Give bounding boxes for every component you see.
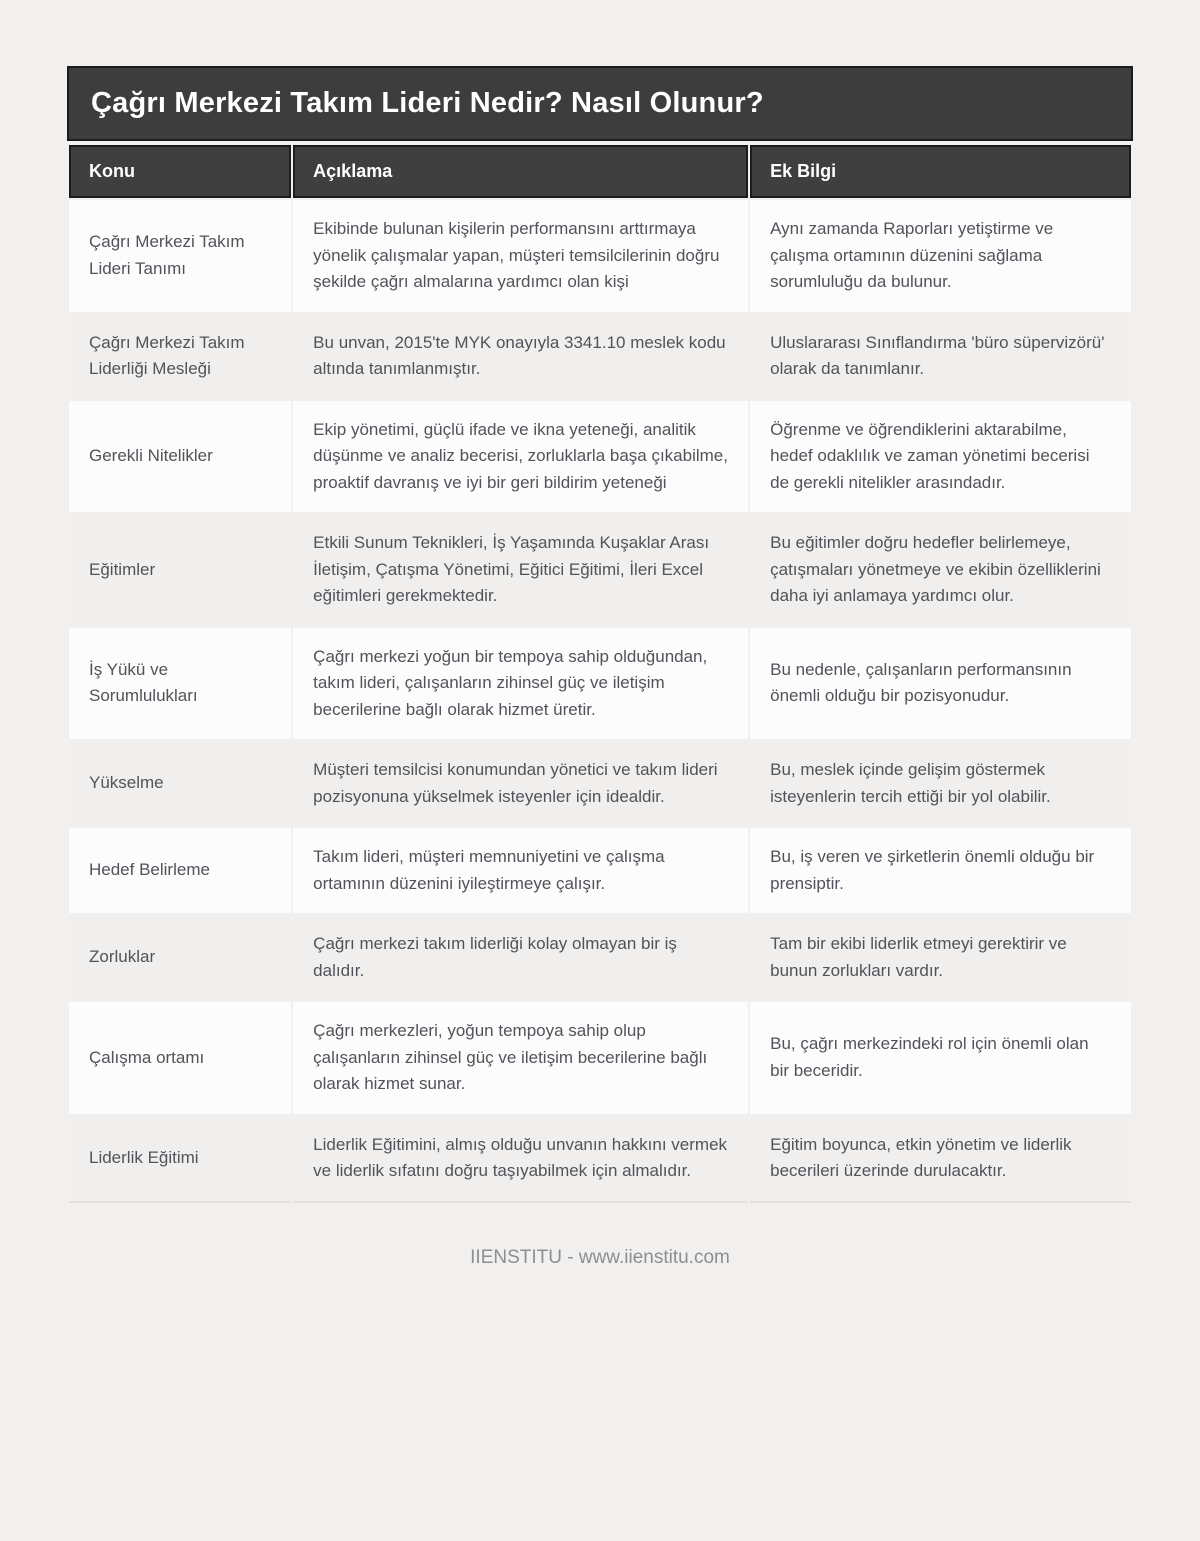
page-title: Çağrı Merkezi Takım Lideri Nedir? Nasıl Olunur? [67, 66, 1133, 141]
table-row [69, 314, 1131, 399]
table-row [69, 1116, 1131, 1203]
table-row [69, 741, 1131, 826]
header-row [69, 145, 1131, 198]
cell-ekbilgi: Öğrenme ve öğrendiklerini aktarabilme, hedef odaklılık ve zaman yönetimi becerisi de gerekli nitelikler arasındadır. [750, 401, 1131, 513]
cell-konu: Liderlik Eğitimi [69, 1116, 291, 1203]
cell-ekbilgi: Uluslararası Sınıflandırma 'büro süpervizörü' olarak da tanımlanır. [750, 314, 1131, 399]
table-row [69, 1002, 1131, 1114]
table-body [69, 200, 1131, 1203]
table-row [69, 628, 1131, 740]
cell-ekbilgi: Bu, iş veren ve şirketlerin önemli olduğu bir prensiptir. [750, 828, 1131, 913]
cell-ekbilgi: Eğitim boyunca, etkin yönetim ve liderlik becerileri üzerinde durulacaktır. [750, 1116, 1131, 1203]
cell-ekbilgi: Aynı zamanda Raporları yetiştirme ve çalışma ortamının düzenini sağlama sorumluluğu da bulunur. [750, 200, 1131, 312]
cell-aciklama: Takım lideri, müşteri memnuniyetini ve çalışma ortamının düzenini iyileştirmeye çalışır. [293, 828, 748, 913]
column-header-ekbilgi: Ek Bilgi [750, 145, 1131, 198]
cell-aciklama: Bu unvan, 2015'te MYK onayıyla 3341.10 meslek kodu altında tanımlanmıştır. [293, 314, 748, 399]
cell-ekbilgi: Bu nedenle, çalışanların performansının önemli olduğu bir pozisyonudur. [750, 628, 1131, 740]
table-row [69, 200, 1131, 312]
cell-konu: Eğitimler [69, 514, 291, 626]
cell-aciklama: Çağrı merkezi yoğun bir tempoya sahip olduğundan, takım lideri, çalışanların zihinsel güç ve iletişim becerilerine bağlı olarak hizmet üretir. [293, 628, 748, 740]
table-row [69, 828, 1131, 913]
cell-konu: Gerekli Nitelikler [69, 401, 291, 513]
table-row [69, 915, 1131, 1000]
footer-credit: IIENSTITU - www.iienstitu.com [470, 1246, 730, 1268]
table-row [69, 401, 1131, 513]
table-header [69, 145, 1131, 198]
page-container [67, 0, 1133, 1329]
cell-konu: Çalışma ortamı [69, 1002, 291, 1114]
cell-aciklama: Liderlik Eğitimini, almış olduğu unvanın hakkını vermek ve liderlik sıfatını doğru taşıyabilmek için almalıdır. [293, 1116, 748, 1203]
cell-aciklama: Ekibinde bulunan kişilerin performansını arttırmaya yönelik çalışmalar yapan, müşteri temsilcilerinin doğru şekilde çağrı almalarına yardımcı olan kişi [293, 200, 748, 312]
cell-aciklama: Müşteri temsilcisi konumundan yönetici ve takım lideri pozisyonuna yükselmek isteyenler için idealdir. [293, 741, 748, 826]
cell-konu: Hedef Belirleme [69, 828, 291, 913]
cell-aciklama: Çağrı merkezleri, yoğun tempoya sahip olup çalışanların zihinsel güç ve iletişim becerilerine bağlı olarak hizmet sunar. [293, 1002, 748, 1114]
column-header-aciklama: Açıklama [293, 145, 748, 198]
cell-konu: Yükselme [69, 741, 291, 826]
info-table [67, 143, 1133, 1205]
cell-aciklama: Ekip yönetimi, güçlü ifade ve ikna yeteneği, analitik düşünme ve analiz becerisi, zorluklarla başa çıkabilme, proaktif davranış ve iyi bir geri bildirim yeteneği [293, 401, 748, 513]
cell-konu: Zorluklar [69, 915, 291, 1000]
cell-ekbilgi: Bu eğitimler doğru hedefler belirlemeye, çatışmaları yönetmeye ve ekibin özelliklerini daha iyi anlamaya yardımcı olur. [750, 514, 1131, 626]
cell-konu: Çağrı Merkezi Takım Lideri Tanımı [69, 200, 291, 312]
column-header-konu: Konu [69, 145, 291, 198]
cell-ekbilgi: Bu, meslek içinde gelişim göstermek isteyenlerin tercih ettiği bir yol olabilir. [750, 741, 1131, 826]
cell-aciklama: Etkili Sunum Teknikleri, İş Yaşamında Kuşaklar Arası İletişim, Çatışma Yönetimi, Eğitici Eğitimi, İleri Excel eğitimleri gerekmektedir. [293, 514, 748, 626]
table-row [69, 514, 1131, 626]
cell-konu: İş Yükü ve Sorumlulukları [69, 628, 291, 740]
cell-ekbilgi: Bu, çağrı merkezindeki rol için önemli olan bir beceridir. [750, 1002, 1131, 1114]
cell-ekbilgi: Tam bir ekibi liderlik etmeyi gerektirir ve bunun zorlukları vardır. [750, 915, 1131, 1000]
cell-aciklama: Çağrı merkezi takım liderliği kolay olmayan bir iş dalıdır. [293, 915, 748, 1000]
cell-konu: Çağrı Merkezi Takım Liderliği Mesleği [69, 314, 291, 399]
